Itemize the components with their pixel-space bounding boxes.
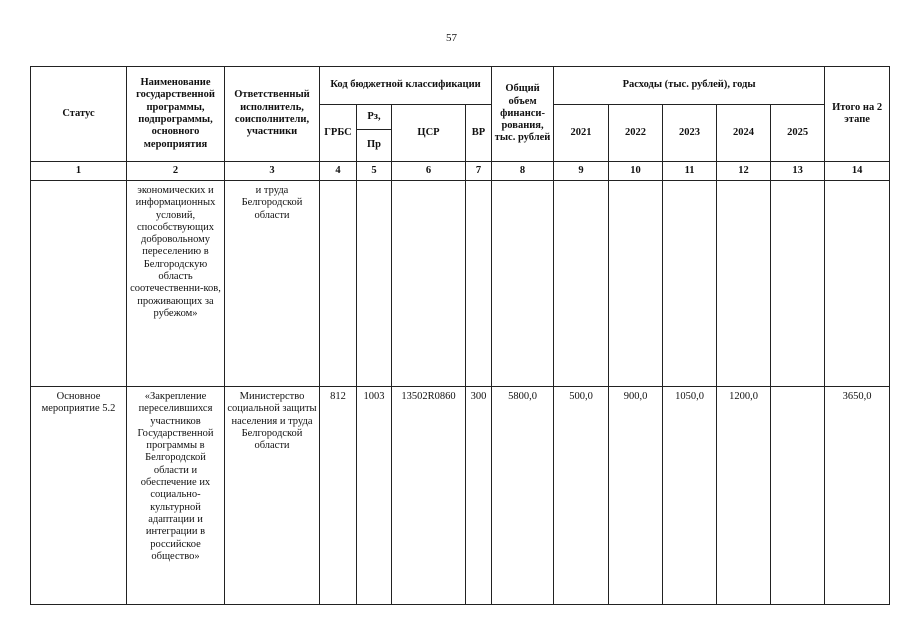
header-csr: ЦСР: [392, 105, 466, 162]
row-grbs: 812: [320, 387, 357, 605]
col-number: 5: [357, 162, 392, 181]
row-2024: 1200,0: [717, 387, 771, 605]
budget-table: [30, 66, 890, 605]
header-year-2024: 2024: [717, 105, 771, 162]
header-year-2021: 2021: [554, 105, 609, 162]
row-status: Основное мероприятие 5.2: [31, 387, 127, 605]
row-2024: [717, 181, 771, 387]
header-pr: Пр: [357, 130, 392, 162]
page-number: 57: [446, 32, 457, 44]
header-name: Наименование государственной программы, подпрограммы, основного мероприятия: [127, 67, 225, 162]
row-rzpr: [357, 181, 392, 387]
row-responsible: и труда Белгородской области: [225, 181, 320, 387]
header-year-2025: 2025: [771, 105, 825, 162]
row-2021: 500,0: [554, 387, 609, 605]
col-number: 11: [663, 162, 717, 181]
row-2022: [609, 181, 663, 387]
col-number: 13: [771, 162, 825, 181]
col-number: 1: [31, 162, 127, 181]
row-vr: 300: [466, 387, 492, 605]
col-number: 3: [225, 162, 320, 181]
header-grbs: ГРБС: [320, 105, 357, 162]
col-number: 10: [609, 162, 663, 181]
col-number: 2: [127, 162, 225, 181]
row-2025: [771, 181, 825, 387]
row-status: [31, 181, 127, 387]
row-name: экономических и информационных условий, способствующих добровольному переселению в Белгородскую область соотечественни-ков, проживающих за рубежом»: [127, 181, 225, 387]
header-year-2022: 2022: [609, 105, 663, 162]
row-2021: [554, 181, 609, 387]
row-2023: [663, 181, 717, 387]
col-number: 8: [492, 162, 554, 181]
header-status: Статус: [31, 67, 127, 162]
header-rz: Рз,: [357, 105, 392, 130]
row-total: 5800,0: [492, 387, 554, 605]
header-year-2023: 2023: [663, 105, 717, 162]
row-csr: [392, 181, 466, 387]
row-2025: [771, 387, 825, 605]
header-expenses: Расходы (тыс. рублей), годы: [554, 67, 825, 105]
header-total-volume: Общий объем финанси-рования, тыс. рублей: [492, 67, 554, 162]
col-number: 14: [825, 162, 890, 181]
row-vr: [466, 181, 492, 387]
row-2022: 900,0: [609, 387, 663, 605]
col-number: 7: [466, 162, 492, 181]
row-responsible: Министерство социальной защиты населения и труда Белгородской области: [225, 387, 320, 605]
row-grbs: [320, 181, 357, 387]
header-responsible: Ответственный исполнитель, соисполнители, участники: [225, 67, 320, 162]
column-number-row: [31, 162, 890, 181]
row-2023: 1050,0: [663, 387, 717, 605]
row-itogo: [825, 181, 890, 387]
row-total: [492, 181, 554, 387]
table-row: [31, 181, 890, 387]
col-number: 4: [320, 162, 357, 181]
header-budget-code: Код бюджетной классификации: [320, 67, 492, 105]
col-number: 6: [392, 162, 466, 181]
header-row-1: [31, 67, 890, 105]
row-itogo: 3650,0: [825, 387, 890, 605]
table-row: [31, 387, 890, 605]
col-number: 12: [717, 162, 771, 181]
row-name: «Закрепление переселившихся участников Государственной программы в Белгородской области и обеспечение их социально-культурной адаптации и интеграции в российское общество»: [127, 387, 225, 605]
row-rzpr: 1003: [357, 387, 392, 605]
col-number: 9: [554, 162, 609, 181]
header-itogo: Итого на 2 этапе: [825, 67, 890, 162]
header-vr: ВР: [466, 105, 492, 162]
row-csr: 13502R0860: [392, 387, 466, 605]
